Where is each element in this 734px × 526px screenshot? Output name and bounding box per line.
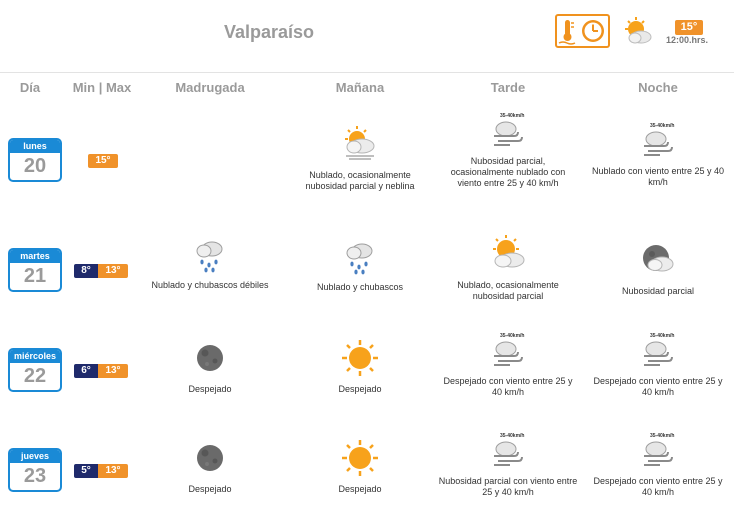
temp-min: 6° — [74, 364, 98, 378]
column-header-day: Día — [19, 80, 41, 95]
day-name: lunes — [10, 140, 60, 153]
forecast-cell-manana[interactable] — [290, 124, 430, 192]
column-header-minmax: Min | Max — [72, 80, 132, 95]
moon-cloud-icon — [638, 240, 678, 280]
forecast-description: Nubosidad parcial, ocasionalmente nublado con viento entre 25 y 40 km/h — [450, 156, 566, 188]
forecast-cell-madrugada[interactable] — [140, 338, 280, 395]
rain-cloud-icon — [340, 236, 380, 276]
cloudy-sun-fog-icon — [340, 124, 380, 164]
forecast-row — [0, 113, 734, 220]
forecast-cell-noche[interactable] — [588, 330, 728, 398]
moon-icon — [190, 338, 230, 378]
sun-cloud-icon — [488, 234, 528, 274]
forecast-cell-manana[interactable] — [290, 338, 430, 395]
wind-icon — [488, 110, 528, 150]
day-name: jueves — [10, 450, 60, 463]
wind-icon — [638, 430, 678, 470]
temp-max: 13° — [98, 464, 128, 478]
forecast-description: Despejado con viento entre 25 y 40 km/h — [443, 376, 573, 397]
day-card[interactable] — [8, 448, 62, 492]
temp-min: 8° — [74, 264, 98, 278]
wind-speed-label: 35-40km/h — [500, 433, 525, 439]
temperature-range — [74, 464, 128, 478]
temperature-range — [74, 264, 128, 278]
forecast-description: Nublado y chubascos débiles — [151, 280, 269, 290]
day-number: 21 — [23, 265, 47, 287]
wind-speed-label: 35-40km/h — [650, 123, 675, 129]
forecast-cell-madrugada[interactable] — [140, 234, 280, 291]
wind-speed-label: 35-40km/h — [650, 433, 675, 439]
rain-cloud-icon — [190, 234, 230, 274]
day-card[interactable] — [8, 248, 62, 292]
column-header-tarde: Tarde — [490, 80, 526, 95]
day-card[interactable] — [8, 348, 62, 392]
sun-icon — [340, 438, 380, 478]
temperature-range — [74, 364, 128, 378]
forecast-description: Despejado — [188, 384, 232, 394]
header-divider — [0, 72, 734, 73]
column-header-noche: Noche — [638, 80, 678, 95]
forecast-description: Despejado con viento entre 25 y 40 km/h — [593, 476, 723, 497]
forecast-cell-tarde[interactable] — [438, 110, 578, 189]
wind-speed-label: 35-40km/h — [650, 333, 675, 339]
current-temperature-badge: 15° — [675, 20, 703, 35]
wind-speed-label: 35-40km/h — [500, 333, 525, 339]
day-number: 23 — [23, 465, 47, 487]
day-number: 22 — [23, 365, 47, 387]
forecast-description: Nubosidad parcial con viento entre 25 y 40 km/h — [438, 476, 578, 497]
forecast-description: Nublado con viento entre 25 y 40 km/h — [591, 166, 725, 187]
wind-speed-label: 35-40km/h — [500, 113, 525, 119]
forecast-description: Despejado — [338, 384, 382, 394]
forecast-description: Despejado — [188, 484, 232, 494]
forecast-row — [0, 430, 734, 526]
wind-icon — [638, 330, 678, 370]
forecast-header — [0, 0, 734, 72]
day-name: miércoles — [10, 350, 60, 363]
temp-max: 13° — [98, 364, 128, 378]
forecast-row — [0, 230, 734, 330]
temp-max: 15° — [88, 154, 118, 168]
moon-icon — [190, 438, 230, 478]
temp-max: 13° — [98, 264, 128, 278]
thermometer-clock-icon[interactable] — [555, 14, 610, 48]
wind-icon — [638, 120, 678, 160]
day-card[interactable] — [8, 138, 62, 182]
forecast-cell-noche[interactable] — [588, 430, 728, 498]
column-header-manana: Mañana — [335, 80, 385, 95]
forecast-description: Despejado con viento entre 25 y 40 km/h — [593, 376, 723, 397]
forecast-description: Nublado y chubascos — [316, 282, 404, 292]
day-name: martes — [10, 250, 60, 263]
forecast-description: Nublado, ocasionalmente nubosidad parcial y neblina — [305, 170, 415, 191]
forecast-cell-manana[interactable] — [290, 438, 430, 495]
column-header-madrugada: Madrugada — [175, 80, 245, 95]
wind-icon — [488, 330, 528, 370]
wind-icon — [488, 430, 528, 470]
forecast-cell-tarde[interactable] — [438, 430, 578, 498]
forecast-cell-tarde[interactable] — [438, 330, 578, 398]
sun-icon — [340, 338, 380, 378]
current-sun-cloud-icon — [622, 16, 654, 46]
forecast-cell-noche[interactable] — [588, 120, 728, 188]
forecast-cell-noche[interactable] — [588, 240, 728, 297]
forecast-cell-tarde[interactable] — [438, 234, 578, 302]
forecast-row — [0, 330, 734, 430]
forecast-cell-madrugada[interactable] — [140, 438, 280, 495]
city-title: Valparaíso — [224, 22, 315, 42]
forecast-description: Nublado, ocasionalmente nubosidad parcial — [457, 280, 559, 301]
temp-min: 5° — [74, 464, 98, 478]
forecast-cell-manana[interactable] — [290, 236, 430, 293]
temperature-range — [74, 154, 118, 168]
forecast-description: Despejado — [338, 484, 382, 494]
current-time: 12:00.hrs. — [666, 35, 709, 45]
forecast-description: Nubosidad parcial — [621, 286, 695, 296]
day-number: 20 — [23, 155, 47, 177]
